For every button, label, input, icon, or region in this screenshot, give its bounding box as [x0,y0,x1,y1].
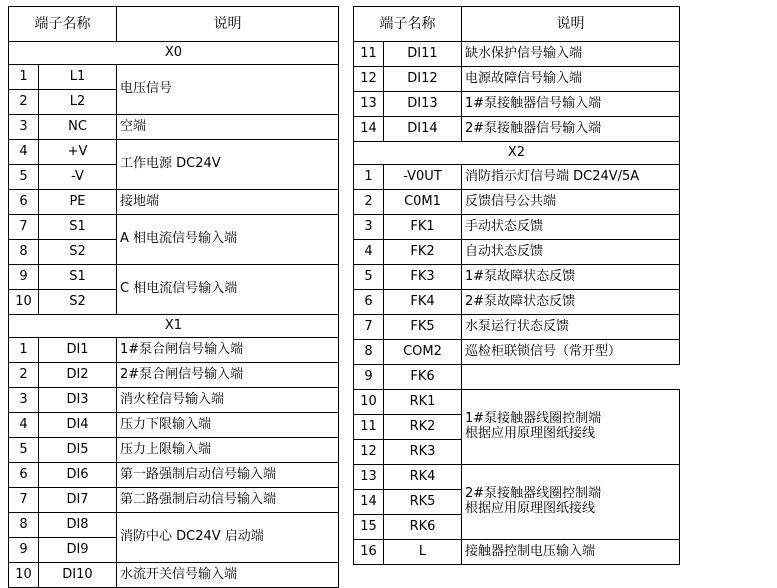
cell-terminal-name: +V [39,140,117,165]
group-header-row [9,42,339,65]
cell-terminal-number: 13 [354,92,384,117]
cell-terminal-number: 2 [9,90,39,115]
cell-terminal-number: 6 [9,463,39,488]
cell-terminal-number: 14 [354,117,384,142]
column-header-terminal-name: 端子名称 [354,7,462,42]
cell-terminal-name: RK2 [384,415,462,440]
cell-terminal-number: 3 [9,388,39,413]
table-row [354,67,680,92]
table-row [354,240,680,265]
table-row [9,65,339,90]
cell-terminal-number: 10 [9,290,39,315]
table-row [354,390,680,415]
cell-terminal-name: DI11 [384,42,462,67]
cell-description: 消防指示灯信号端 DC24V/5A [462,165,680,190]
cell-description: 工作电源 DC24V [117,140,339,190]
column-header-description: 说明 [462,7,680,42]
cell-terminal-number: 2 [9,363,39,388]
cell-description: 接地端 [117,190,339,215]
cell-description: 电源故障信号输入端 [462,67,680,92]
cell-terminal-number: 8 [9,240,39,265]
cell-description: 反馈信号公共端 [462,190,680,215]
cell-terminal-name: C0M1 [384,190,462,215]
cell-description: 消防中心 DC24V 启动端 [117,513,339,563]
table-row [9,363,339,388]
cell-description: 水流开关信号输入端 [117,563,339,588]
cell-terminal-number: 3 [354,215,384,240]
cell-description: 1#泵接触器信号输入端 [462,92,680,117]
cell-description: A 相电流信号输入端 [117,215,339,265]
cell-terminal-name: DI9 [39,538,117,563]
table-row [354,465,680,490]
cell-description: 电压信号 [117,65,339,115]
cell-terminal-name: RK1 [384,390,462,415]
cell-terminal-name: RK4 [384,465,462,490]
left-table-body [9,7,339,588]
table-row [354,365,680,390]
group-header-row [9,315,339,338]
cell-terminal-name: DI5 [39,438,117,463]
group-label: X2 [354,142,680,165]
cell-terminal-name: DI14 [384,117,462,142]
table-row [9,488,339,513]
cell-terminal-name: DI13 [384,92,462,117]
table-row [9,463,339,488]
cell-terminal-name: -V [39,165,117,190]
cell-terminal-number: 11 [354,415,384,440]
table-header-row [354,7,680,42]
cell-description: 1#泵合闸信号输入端 [117,338,339,363]
cell-terminal-name: S2 [39,240,117,265]
cell-terminal-name: DI10 [39,563,117,588]
cell-terminal-name: L [384,540,462,565]
table-row [9,338,339,363]
table-row [9,115,339,140]
cell-terminal-name: FK5 [384,315,462,340]
cell-terminal-name: RK3 [384,440,462,465]
cell-terminal-number: 6 [354,290,384,315]
cell-terminal-name: DI2 [39,363,117,388]
cell-terminal-number: 4 [354,240,384,265]
table-row [354,340,680,365]
cell-terminal-number: 7 [9,215,39,240]
cell-terminal-name: FK3 [384,265,462,290]
cell-description: 压力下限输入端 [117,413,339,438]
cell-terminal-number: 2 [354,190,384,215]
table-row [9,265,339,290]
table-row [9,413,339,438]
cell-terminal-name: RK5 [384,490,462,515]
cell-terminal-name: COM2 [384,340,462,365]
cell-terminal-number: 10 [354,390,384,415]
cell-terminal-name: DI1 [39,338,117,363]
cell-terminal-number: 14 [354,490,384,515]
cell-terminal-number: 1 [9,65,39,90]
cell-terminal-name: FK6 [384,365,462,390]
table-row [9,215,339,240]
cell-terminal-number: 9 [354,365,384,390]
table-row [9,388,339,413]
table-row [354,117,680,142]
table-row [9,190,339,215]
cell-terminal-number: 16 [354,540,384,565]
table-header-row [9,7,339,42]
cell-terminal-number: 5 [354,265,384,290]
cell-terminal-name: -V0UT [384,165,462,190]
cell-description: 巡检柜联锁信号（常开型） [462,340,680,365]
terminal-table-left [8,6,339,588]
cell-terminal-name: FK4 [384,290,462,315]
cell-terminal-name: PE [39,190,117,215]
table-row [354,42,680,67]
cell-description: 手动状态反馈 [462,215,680,240]
cell-description: 2#泵故障状态反馈 [462,290,680,315]
cell-description: 第二路强制启动信号输入端 [117,488,339,513]
cell-terminal-number: 13 [354,465,384,490]
right-table-wrap [353,6,680,559]
cell-terminal-number: 6 [9,190,39,215]
cell-terminal-name: FK2 [384,240,462,265]
table-row [9,438,339,463]
cell-description: 压力上限输入端 [117,438,339,463]
cell-description: 接触器控制电压输入端 [462,540,680,565]
table-row [354,165,680,190]
cell-description: 消火栓信号输入端 [117,388,339,413]
group-label: X1 [9,315,339,338]
column-header-description: 说明 [117,7,339,42]
cell-terminal-number: 7 [354,315,384,340]
terminal-table-right [353,6,680,565]
cell-terminal-number: 4 [9,413,39,438]
table-row [354,92,680,117]
table-row [354,315,680,340]
cell-description: 自动状态反馈 [462,240,680,265]
cell-terminal-number: 5 [9,438,39,463]
cell-terminal-name: S1 [39,215,117,240]
cell-terminal-number: 1 [354,165,384,190]
group-header-row [354,142,680,165]
cell-description: 2#泵接触器信号输入端 [462,117,680,142]
cell-terminal-name: RK6 [384,515,462,540]
cell-terminal-number: 1 [9,338,39,363]
cell-terminal-number: 9 [9,538,39,563]
cell-terminal-name: DI4 [39,413,117,438]
cell-description: 缺水保护信号输入端 [462,42,680,67]
cell-terminal-number: 4 [9,140,39,165]
cell-terminal-number: 11 [354,42,384,67]
column-header-terminal-name: 端子名称 [9,7,117,42]
table-row [9,563,339,588]
cell-terminal-name: S1 [39,265,117,290]
cell-terminal-number: 8 [354,340,384,365]
cell-terminal-name: DI12 [384,67,462,92]
table-row [354,540,680,565]
cell-terminal-name: DI8 [39,513,117,538]
cell-description: 2#泵合闸信号输入端 [117,363,339,388]
cell-description: C 相电流信号输入端 [117,265,339,315]
table-row [354,215,680,240]
cell-description: 第一路强制启动信号输入端 [117,463,339,488]
cell-terminal-number: 15 [354,515,384,540]
cell-terminal-name: FK1 [384,215,462,240]
cell-terminal-number: 7 [9,488,39,513]
cell-terminal-name: NC [39,115,117,140]
cell-description: 1#泵接触器线圈控制端 根据应用原理图纸接线 [462,390,680,465]
cell-terminal-name: S2 [39,290,117,315]
cell-terminal-number: 3 [9,115,39,140]
table-row [354,190,680,215]
table-row [354,290,680,315]
group-label: X0 [9,42,339,65]
cell-terminal-name: DI3 [39,388,117,413]
cell-description: 2#泵接触器线圈控制端 根据应用原理图纸接线 [462,465,680,540]
cell-description: 1#泵故障状态反馈 [462,265,680,290]
cell-terminal-number: 12 [354,440,384,465]
table-row [354,265,680,290]
cell-terminal-number: 9 [9,265,39,290]
left-table-wrap [8,6,339,582]
right-table-body [354,7,680,565]
cell-terminal-name: DI6 [39,463,117,488]
cell-terminal-name: DI7 [39,488,117,513]
cell-terminal-number: 12 [354,67,384,92]
cell-description: 空端 [117,115,339,140]
table-row [9,140,339,165]
cell-terminal-name: L2 [39,90,117,115]
cell-terminal-number: 8 [9,513,39,538]
cell-terminal-number: 5 [9,165,39,190]
cell-description: 水泵运行状态反馈 [462,315,680,340]
cell-terminal-name: L1 [39,65,117,90]
cell-terminal-number: 10 [9,563,39,588]
table-row [9,513,339,538]
